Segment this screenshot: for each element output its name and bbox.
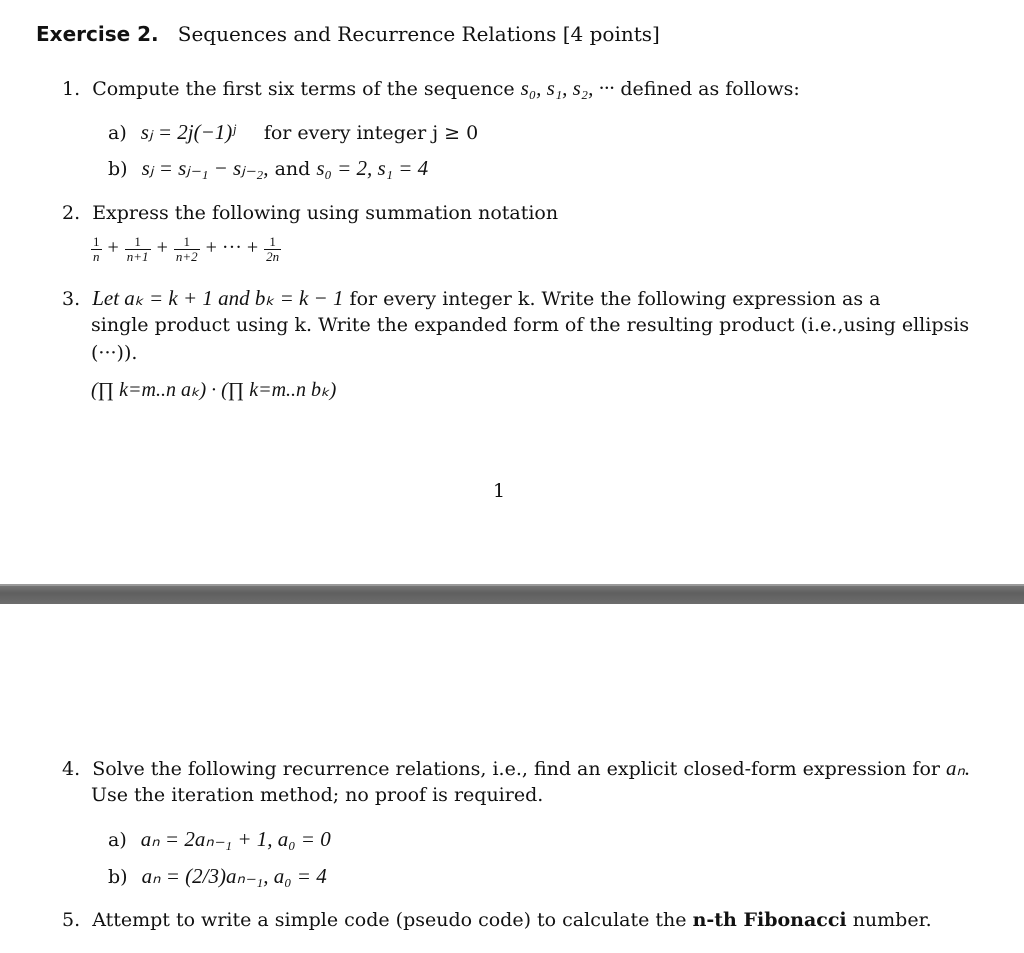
exercise-label: Exercise 2.	[36, 22, 159, 46]
q5-text	[62, 909, 932, 931]
q3-line1-text: for every integer k. Write the following expression as a	[349, 288, 881, 310]
q3-definitions: Let aₖ = k + 1 and bₖ = k − 1	[92, 286, 344, 310]
q4-line-2: Use the iteration method; no proof is required.	[91, 784, 544, 806]
q2-frac-4: $\frac{1}{2n}$	[266, 234, 280, 264]
plus-sign: +	[156, 236, 168, 259]
q3-product-expression: (∏ k=m..n aₖ) · (∏ k=m..n bₖ)	[91, 379, 337, 401]
q2-frac-2: $\frac{1}{n+1}$	[126, 234, 149, 264]
q4-line-1	[62, 756, 970, 781]
q1-prompt-end: defined as follows:	[620, 78, 800, 100]
q2-frac-3: $\frac{1}{n+2}$	[175, 234, 198, 264]
q5-text-after: number.	[852, 909, 932, 931]
q1b-label: b)	[108, 158, 128, 180]
q4b-label: b)	[108, 866, 128, 888]
q1a-label: a)	[108, 122, 127, 144]
q3-line-1	[62, 286, 880, 311]
q3-line-2: single product using k. Write the expanded form of the resulting product (i.e.,using ellipsis	[91, 314, 970, 336]
q1b-formula: sⱼ = sⱼ₋₁ − sⱼ₋₂,	[141, 156, 269, 180]
q1-part-a	[108, 120, 478, 145]
q1b-and: and	[274, 158, 311, 180]
q1-prompt: Compute the first six terms of the sequence	[92, 78, 515, 100]
q4a-label: a)	[108, 829, 127, 851]
q1-number: 1.	[62, 78, 81, 100]
page-number: 1	[493, 480, 506, 502]
exercise-title: Sequences and Recurrence Relations [4 points]	[177, 22, 660, 46]
q1-part-b	[108, 156, 428, 181]
q3-line-3: (···)).	[91, 342, 138, 364]
q1a-formula: sⱼ = 2j(−1)ʲ	[140, 120, 236, 144]
q2-expression	[90, 235, 282, 263]
q2-number: 2.	[62, 202, 81, 224]
q1-text	[62, 76, 800, 101]
exercise-header	[36, 22, 660, 46]
q2-ellipsis: + ··· +	[205, 236, 259, 259]
q4-line1-text: Solve the following recurrence relations, i.e., find an explicit closed-form expression for	[92, 758, 940, 780]
q1a-condition: for every integer j ≥ 0	[263, 122, 479, 144]
page-divider	[0, 584, 1024, 604]
q1-sequence: s₀, s₁, s₂, ···	[520, 76, 615, 100]
q3-number: 3.	[62, 288, 81, 310]
q4-number: 4.	[62, 758, 81, 780]
q4-part-b	[108, 864, 327, 889]
q5-bold-term: n-th Fibonacci	[692, 909, 847, 931]
q4-variable: aₙ.	[946, 756, 971, 780]
q4-part-a	[108, 827, 331, 852]
q2-text	[62, 202, 558, 224]
q5-number: 5.	[62, 909, 81, 931]
q5-text-before: Attempt to write a simple code (pseudo code) to calculate the	[92, 909, 687, 931]
q4b-formula: aₙ = (2/3)aₙ₋₁, a₀ = 4	[141, 864, 327, 888]
q2-frac-1: $\frac{1}{n}$	[93, 234, 100, 264]
q2-prompt: Express the following using summation notation	[92, 202, 559, 224]
q4a-formula: aₙ = 2aₙ₋₁ + 1, a₀ = 0	[140, 827, 331, 851]
q1b-initial: s₀ = 2, s₁ = 4	[316, 156, 429, 180]
plus-sign: +	[107, 236, 119, 259]
